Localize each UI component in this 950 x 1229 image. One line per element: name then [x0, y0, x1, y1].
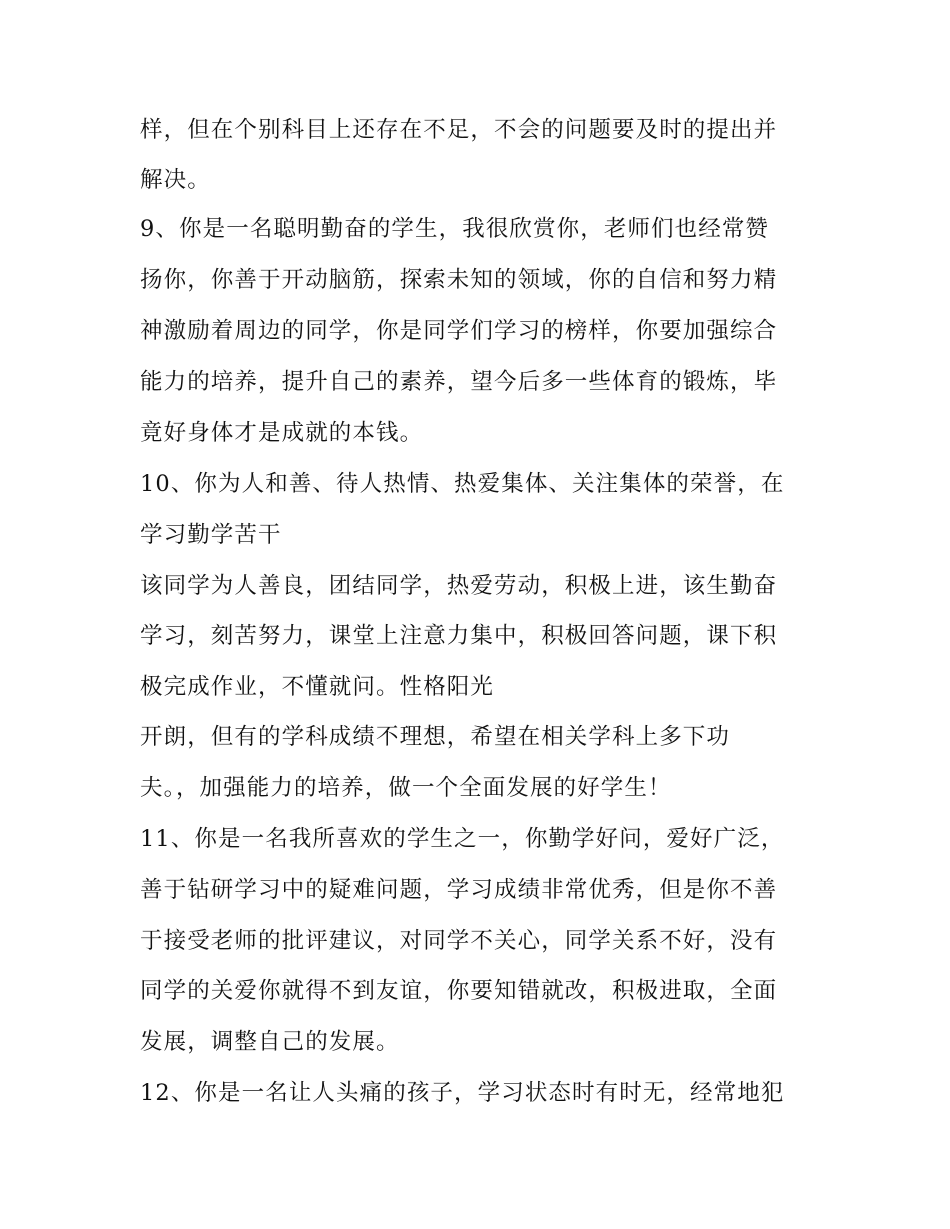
text-line: 该同学为人善良，团结同学，热爱劳动，积极上进，该生勤奋 — [140, 573, 778, 599]
text-line: 开朗，但有的学科成绩不理想，希望在相关学科上多下功 — [140, 724, 731, 750]
text-line: 发展，调整自己的发展。 — [140, 1029, 400, 1055]
text-line: 9、你是一名聪明勤奋的学生，我很欣赏你，老师们也经常赞 — [140, 216, 770, 242]
text-line: 11、你是一名我所喜欢的学生之一，你勤学好问，爱好广泛， — [140, 826, 785, 852]
text-line: 竟好身体才是成就的本钱。 — [140, 420, 424, 446]
text-line: 同学的关爱你就得不到友谊，你要知错就改，积极进取，全面 — [140, 978, 778, 1004]
text-line: 善于钻研学习中的疑难问题，学习成绩非常优秀，但是你不善 — [140, 877, 778, 903]
text-line: 学习勤学苦干 — [140, 522, 282, 548]
text-line: 样，但在个别科目上还存在不足，不会的问题要及时的提出并 — [140, 117, 778, 143]
text-line: 能力的培养，提升自己的素养，望今后多一些体育的锻炼，毕 — [140, 369, 778, 395]
text-line: 夫。，加强能力的培养，做一个全面发展的好学生！ — [140, 775, 672, 801]
text-line: 极完成作业，不懂就问。性格阳光 — [140, 674, 495, 700]
text-line: 12、你是一名让人头痛的孩子，学习状态时有时无，经常地犯 — [140, 1080, 785, 1106]
text-line: 神激励着周边的同学，你是同学们学习的榜样，你要加强综合 — [140, 318, 778, 344]
text-line: 10、你为人和善、待人热情、热爱集体、关注集体的荣誉，在 — [140, 471, 785, 497]
text-line: 学习，刻苦努力，课堂上注意力集中，积极回答问题，课下积 — [140, 623, 778, 649]
text-line: 于接受老师的批评建议，对同学不关心，同学关系不好，没有 — [140, 928, 778, 954]
text-line: 扬你，你善于开动脑筋，探索未知的领域，你的自信和努力精 — [140, 267, 778, 293]
text-line: 解决。 — [140, 167, 211, 193]
